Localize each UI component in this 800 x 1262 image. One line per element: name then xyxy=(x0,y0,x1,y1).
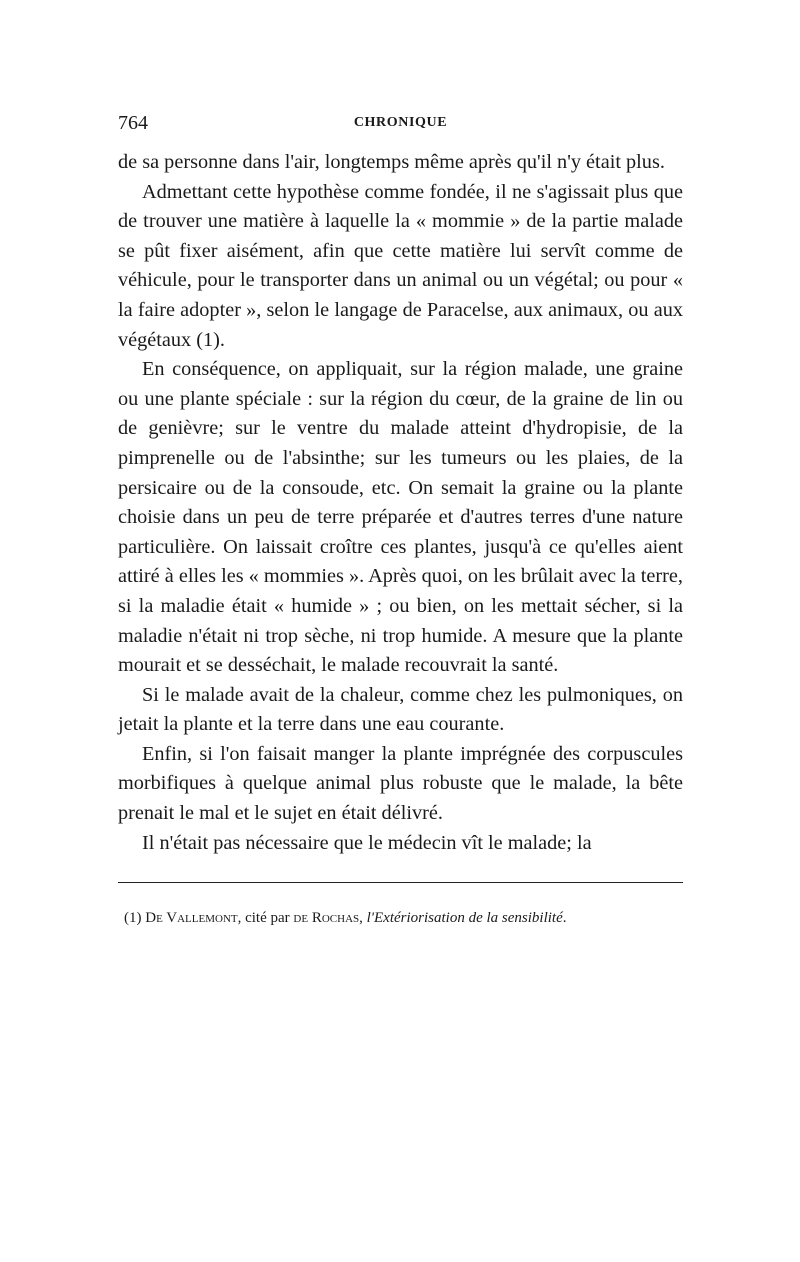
footnote-marker: (1) xyxy=(124,910,142,927)
footnote-end: . xyxy=(562,910,567,927)
running-head xyxy=(118,112,683,142)
body-text xyxy=(118,148,683,858)
paragraph-5: Enfin, si l'on faisait manger la plante imprégnée des corpuscules morbifiques à quelque animal plus robuste que le malade, la bête prenait le mal et le sujet en était délivré. xyxy=(118,742,683,825)
footnote-cited-author: de Rochas xyxy=(293,910,360,927)
footnote-divider xyxy=(118,882,683,883)
section-title: CHRONIQUE xyxy=(353,115,448,130)
footnote xyxy=(118,907,683,929)
paragraph-6: Il n'était pas nécessaire que le médecin vît le malade; la xyxy=(142,831,592,854)
paragraph-2: Admettant cette hypothèse comme fondée, il ne s'agissait plus que de trouver une matière à laquelle la « mommie » de la partie malade se pût fixer aisément, afin que cette matière lui servît comme de véhicule, pour le transporter dans un animal ou un végétal; ou pour « la faire adopter », selon le langage de Paracelse, aux animaux, ou aux végétaux (1). xyxy=(118,180,683,351)
page-number: 764 xyxy=(118,112,148,134)
paragraph-4: Si le malade avait de la chaleur, comme chez les pulmoniques, on jetait la plante et la terre dans une eau courante. xyxy=(118,683,683,736)
footnote-separator: , xyxy=(359,910,367,927)
footnote-work-title: l'Extériorisation de la sensibilité xyxy=(366,910,563,927)
footnote-author: De Vallemont xyxy=(145,910,238,927)
book-page xyxy=(118,112,683,944)
footnote-cited-by: , cité par xyxy=(237,910,294,927)
paragraph-1: de sa personne dans l'air, longtemps même après qu'il n'y était plus. xyxy=(118,151,665,173)
paragraph-3: En conséquence, on appliquait, sur la région malade, une graine ou une plante spéciale : sur la région du cœur, de la graine de lin ou de genièvre; sur le ventre du malade atteint d'hydropisie, de la pimprenelle ou de l'absinthe; sur les tumeurs ou les plaies, de la persicaire ou de la consoude, etc. On semait la graine ou la plante choisie dans un peu de terre préparée et d'autres terres d'une nature particulière. On laissait croître ces plantes, jusqu'à ce qu'elles aient attiré à elles les « mommies ». Après quoi, on les brûlait avec la terre, si la maladie était « humide » ; ou bien, on les mettait sécher, si la maladie n'était ni trop sèche, ni trop humide. A mesure que la plante mourait et se desséchait, le malade recouvrait la santé. xyxy=(118,358,683,677)
